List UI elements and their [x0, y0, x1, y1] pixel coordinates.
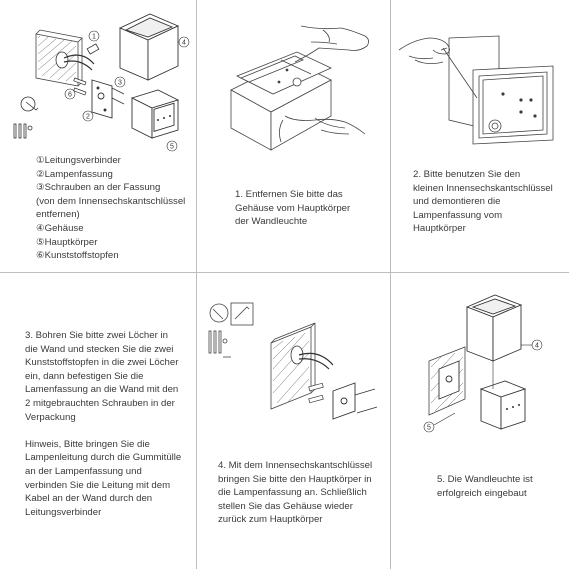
panel-step-2: [391, 0, 569, 272]
step-3-line: Leitungsverbinder: [25, 506, 102, 518]
step-5-text: [437, 473, 567, 500]
step-2-line: kleinen Innensechskantschlüssel: [413, 182, 553, 194]
step-3-line: verbinden Sie die Leitung mit dem: [25, 479, 171, 491]
step-2-line: und demontieren die: [413, 196, 501, 208]
callout-5: 5: [170, 143, 174, 151]
installed-lamp-illustration: [415, 287, 565, 437]
parts-list-item: ①Leitungsverbinder: [36, 155, 121, 166]
parts-exploded-illustration: [8, 6, 198, 154]
callout-6: 6: [68, 91, 72, 99]
step-3-line: [25, 424, 195, 438]
step-2-line: 2. Bitte benutzen Sie den: [413, 169, 521, 180]
step-2-line: Lampenfassung vom: [413, 209, 503, 221]
step-4-text: [218, 459, 388, 527]
step-3-line: Lampenleitung durch die Gummitülle: [25, 452, 182, 464]
step-3-line: Lamenfassung an die Wand mit den: [25, 384, 179, 396]
step-1-text: [235, 188, 385, 229]
callout-5: 5: [427, 424, 431, 432]
step-3-line: Verpackung: [25, 411, 76, 423]
step-3-line: ein, dann befestigen Sie die: [25, 370, 144, 382]
panel-step-5: [391, 273, 569, 569]
step-3-line: Hinweis, Bitte bringen Sie die: [25, 438, 150, 450]
parts-list-item: ②Lampenfassung: [36, 168, 113, 180]
mount-body-illustration: [205, 297, 385, 437]
step-2-line: Hauptkörper: [413, 223, 466, 235]
step-4-line: bringen Sie bitte den Hauptkörper in: [218, 473, 372, 485]
step-3-line: an der Lampenfassung und: [25, 465, 142, 477]
callout-2: 2: [86, 113, 90, 121]
callout-4: 4: [535, 342, 539, 350]
step-4-line: 4. Mit dem Innensechskantschlüssel: [218, 460, 373, 471]
panel-step-3: [0, 273, 196, 569]
parts-list-item: ④Gehäuse: [36, 222, 84, 234]
step-5-line: erfolgreich eingebaut: [437, 487, 527, 499]
step-3-line: 2 mitgebrauchten Schrauben in der: [25, 397, 175, 409]
step-4-line: zurück zum Hauptkörper: [218, 514, 323, 526]
panel-step-1: [197, 0, 390, 272]
panel-parts-overview: [0, 0, 196, 272]
callout-1: 1: [92, 33, 96, 41]
step-3-line: Kabel an der Wand durch den: [25, 493, 153, 505]
step-2-text: [413, 168, 567, 236]
parts-list-item: ③Schrauben an der Fassung: [36, 182, 161, 194]
step-4-line: stellen Sie das Gehäuse wieder: [218, 500, 353, 512]
panel-step-4: [197, 273, 390, 569]
parts-list-item: ⑤Hauptkörper: [36, 236, 98, 248]
parts-list: [36, 154, 194, 263]
step-3-line: 3. Bohren Sie bitte zwei Löcher in: [25, 330, 168, 341]
step-5-line: 5. Die Wandleuchte ist: [437, 474, 533, 485]
parts-list-item: (von dem Innensechskantschlüssel: [36, 195, 186, 207]
callout-3: 3: [118, 79, 122, 87]
step-1-line: Gehäuse vom Hauptkörper: [235, 202, 351, 214]
step-4-line: die Lampenfassung an. Schließlich: [218, 487, 367, 499]
step-3-text: [25, 329, 195, 519]
parts-list-item: entfernen): [36, 209, 80, 221]
step-1-line: 1. Entfernen Sie bitte das: [235, 189, 343, 200]
remove-housing-illustration: [211, 20, 381, 160]
callout-4: 4: [182, 39, 186, 47]
parts-list-item: ⑥Kunststoffstopfen: [36, 250, 119, 262]
remove-socket-illustration: [395, 20, 565, 150]
step-3-line: Kunststoffstopfen in die zwei Löcher: [25, 357, 179, 369]
step-3-line: die Wand und stecken Sie die zwei: [25, 343, 174, 355]
step-1-line: der Wandleuchte: [235, 216, 308, 228]
